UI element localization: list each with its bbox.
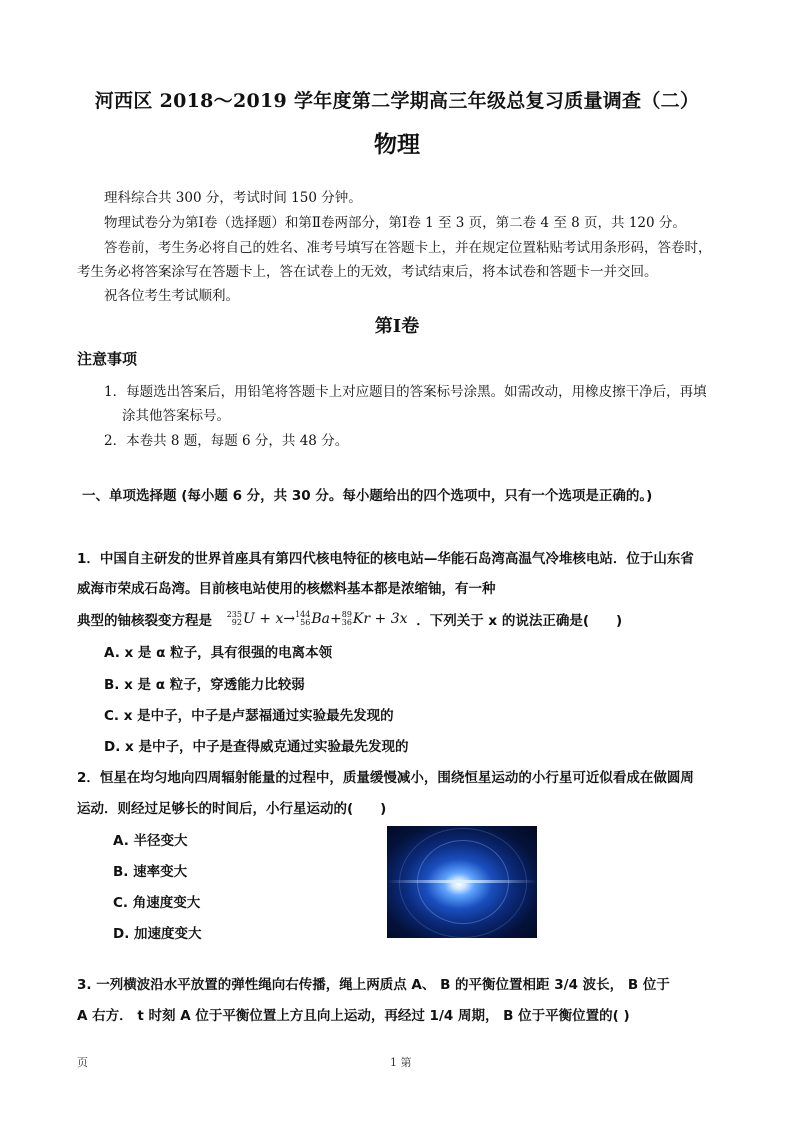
q2-option-a: A. 半径变大 [113, 833, 188, 849]
intro-line-3b: 考生务必将答案涂写在答题卡上，答在试卷上的无效，考试结束后，将本试卷和答题卡一并交回。 [77, 264, 658, 280]
q1-option-a: A. x 是 α 粒子，具有很强的电离本领 [104, 645, 333, 661]
eq-plus-2: + [330, 611, 342, 627]
image-light-streak [387, 880, 537, 883]
q1-line-3 [77, 609, 622, 629]
eq-plus-1: + [254, 611, 276, 627]
intro-line-4: 祝各位考生考试顺利。 [104, 288, 239, 304]
intro-line-1: 理科综合共 300 分，考试时间 150 分钟。 [104, 190, 362, 206]
star-radiation-image [387, 826, 537, 938]
q1-line-1: 1．中国自主研发的世界首座具有第四代核电特征的核电站—华能石岛湾高温气冷堆核电站．位于山东省 [77, 551, 694, 567]
ba-mass-number: 144 [295, 610, 311, 619]
footer-page-label: 页 [77, 1056, 88, 1069]
ba-symbol: Ba [311, 611, 330, 627]
section-heading: 一、单项选择题 (每小题 6 分，共 30 分。每小题给出的四个选项中，只有一个选项是正确的。) [82, 488, 653, 504]
subject-title: 物理 [374, 131, 420, 158]
q2-option-b: B. 速率变大 [113, 864, 188, 880]
kr-mass-number: 89 [341, 610, 352, 619]
q1-option-d: D. x 是中子，中子是查得威克通过实验最先发现的 [104, 739, 409, 755]
kr-symbol: Kr [352, 611, 371, 627]
note-2: 2．本卷共 8 题，每题 6 分，共 48 分。 [104, 433, 349, 449]
eq-plus-3: + [370, 611, 391, 627]
kr-atomic-number: 36 [341, 618, 352, 627]
kr-nuclide-numbers [342, 611, 352, 627]
note-1b: 涂其他答案标号。 [122, 408, 230, 424]
footer-page-number: 1 第 [390, 1056, 412, 1069]
fission-equation [227, 611, 408, 627]
volume-title: 第Ⅰ卷 [374, 316, 420, 337]
eq-arrow: → [283, 611, 296, 627]
u-symbol: U [242, 611, 255, 627]
u-atomic-number: 92 [231, 618, 242, 627]
note-1a: 1．每题选出答案后，用铅笔将答题卡上对应题目的答案标号涂黑。如需改动，用橡皮擦干净后，再填 [104, 384, 707, 400]
exam-title: 河西区 2018～2019 学年度第二学期高三年级总复习质量调查（二） [94, 90, 700, 112]
ba-nuclide-numbers [295, 611, 310, 627]
q1-option-b: B. x 是 α 粒子，穿透能力比较弱 [104, 677, 305, 693]
eq-x: x [275, 611, 284, 627]
intro-line-2: 物理试卷分为第Ⅰ卷（选择题）和第Ⅱ卷两部分，第Ⅰ卷 1 至 3 页，第二卷 4 至 8 页，共 120 分。 [104, 215, 686, 231]
q1-option-c: C. x 是中子，中子是卢瑟福通过实验最先发现的 [104, 708, 394, 724]
q3-line-1: 3. 一列横波沿水平放置的弹性绳向右传播，绳上两质点 A、 B 的平衡位置相距 3/4 波长， B 位于 [77, 977, 670, 993]
q2-option-d: D. 加速度变大 [113, 926, 202, 942]
eq-3x: 3x [390, 611, 408, 627]
q1-line-3-prefix: 典型的铀核裂变方程是 [77, 613, 212, 629]
q2-line-1: 2．恒星在均匀地向四周辐射能量的过程中，质量缓慢减小，围绕恒星运动的小行星可近似看成在做圆周 [77, 770, 694, 786]
q1-line-2: 威海市荣成石岛湾。目前核电站使用的核燃料基本都是浓缩铀，有一种 [77, 581, 496, 597]
u-mass-number: 235 [226, 610, 242, 619]
intro-line-3a: 答卷前，考生务必将自己的姓名、准考号填写在答题卡上，并在规定位置粘贴考试用条形码，答卷时， [104, 240, 712, 256]
ba-atomic-number: 56 [300, 618, 311, 627]
q1-line-3-suffix: ．下列关于 x 的说法正确是( ) [416, 613, 623, 629]
q2-option-c: C. 角速度变大 [113, 895, 201, 911]
q3-line-2: A 右方． t 时刻 A 位于平衡位置上方且向上运动，再经过 1/4 周期， B 位于平衡位置的( ) [77, 1008, 630, 1024]
notes-heading: 注意事项 [77, 350, 138, 368]
q2-line-2: 运动．则经过足够长的时间后，小行星运动的( ) [77, 801, 387, 817]
u-nuclide-numbers [227, 611, 242, 627]
